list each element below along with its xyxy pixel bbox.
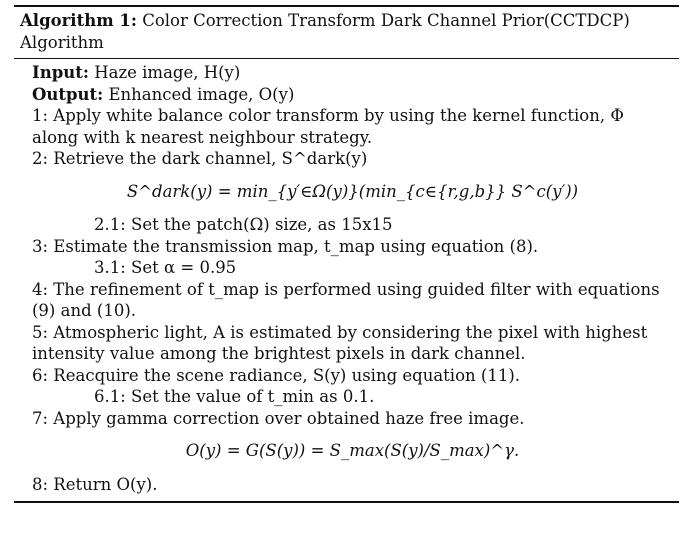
step-4: 4: The refinement of t_map is performed using guided filter with equations (9) and (10). (32, 279, 660, 320)
bottom-rule (14, 501, 679, 503)
step-3-1: 3.1: Set α = 0.95 (94, 258, 237, 277)
step-6-1: 6.1: Set the value of t_min as 0.1. (94, 387, 375, 406)
step-5: 5: Atmospheric light, A is estimated by considering the pixel with highest intensity value among the brightest pixels in dark channel. (32, 322, 648, 363)
output-label: Output: (32, 84, 104, 104)
step-3: 3: Estimate the transmission map, t_map using equation (8). (32, 236, 539, 256)
algorithm-body (14, 59, 679, 501)
algorithm-title: Color Correction Transform Dark Channel Prior(CCTDCP) Algorithm (20, 11, 630, 52)
step-2: 2: Retrieve the dark channel, S^dark(y) (32, 149, 368, 168)
gamma-equation: O(y) = G(S(y)) = S_max(S(y)/S_max)^γ. (185, 441, 520, 460)
input-line (32, 62, 673, 84)
step-2-1: 2.1: Set the patch(Ω) size, as 15x15 (94, 215, 393, 234)
output-line (32, 84, 673, 106)
algorithm-label: Algorithm 1: (20, 11, 137, 30)
input-text: Haze image, H(y) (94, 63, 241, 82)
step-6: 6: Reacquire the scene radiance, S(y) using equation (11). (32, 365, 520, 385)
dark-channel-equation: S^dark(y) = min_{y′∈Ω(y)}(min_{c∈{r,g,b}} S^c(y′)) (126, 181, 579, 201)
algorithm-box (14, 5, 679, 503)
input-label: Input: (32, 63, 89, 82)
step-7: 7: Apply gamma correction over obtained haze free image. (32, 408, 525, 428)
step-8: 8: Return O(y). (32, 474, 158, 494)
step-1: 1: Apply white balance color transform by using the kernel function, Φ along with k nearest neighbour strategy. (32, 106, 624, 147)
algorithm-caption (14, 7, 679, 58)
output-text: Enhanced image, O(y) (108, 84, 295, 104)
